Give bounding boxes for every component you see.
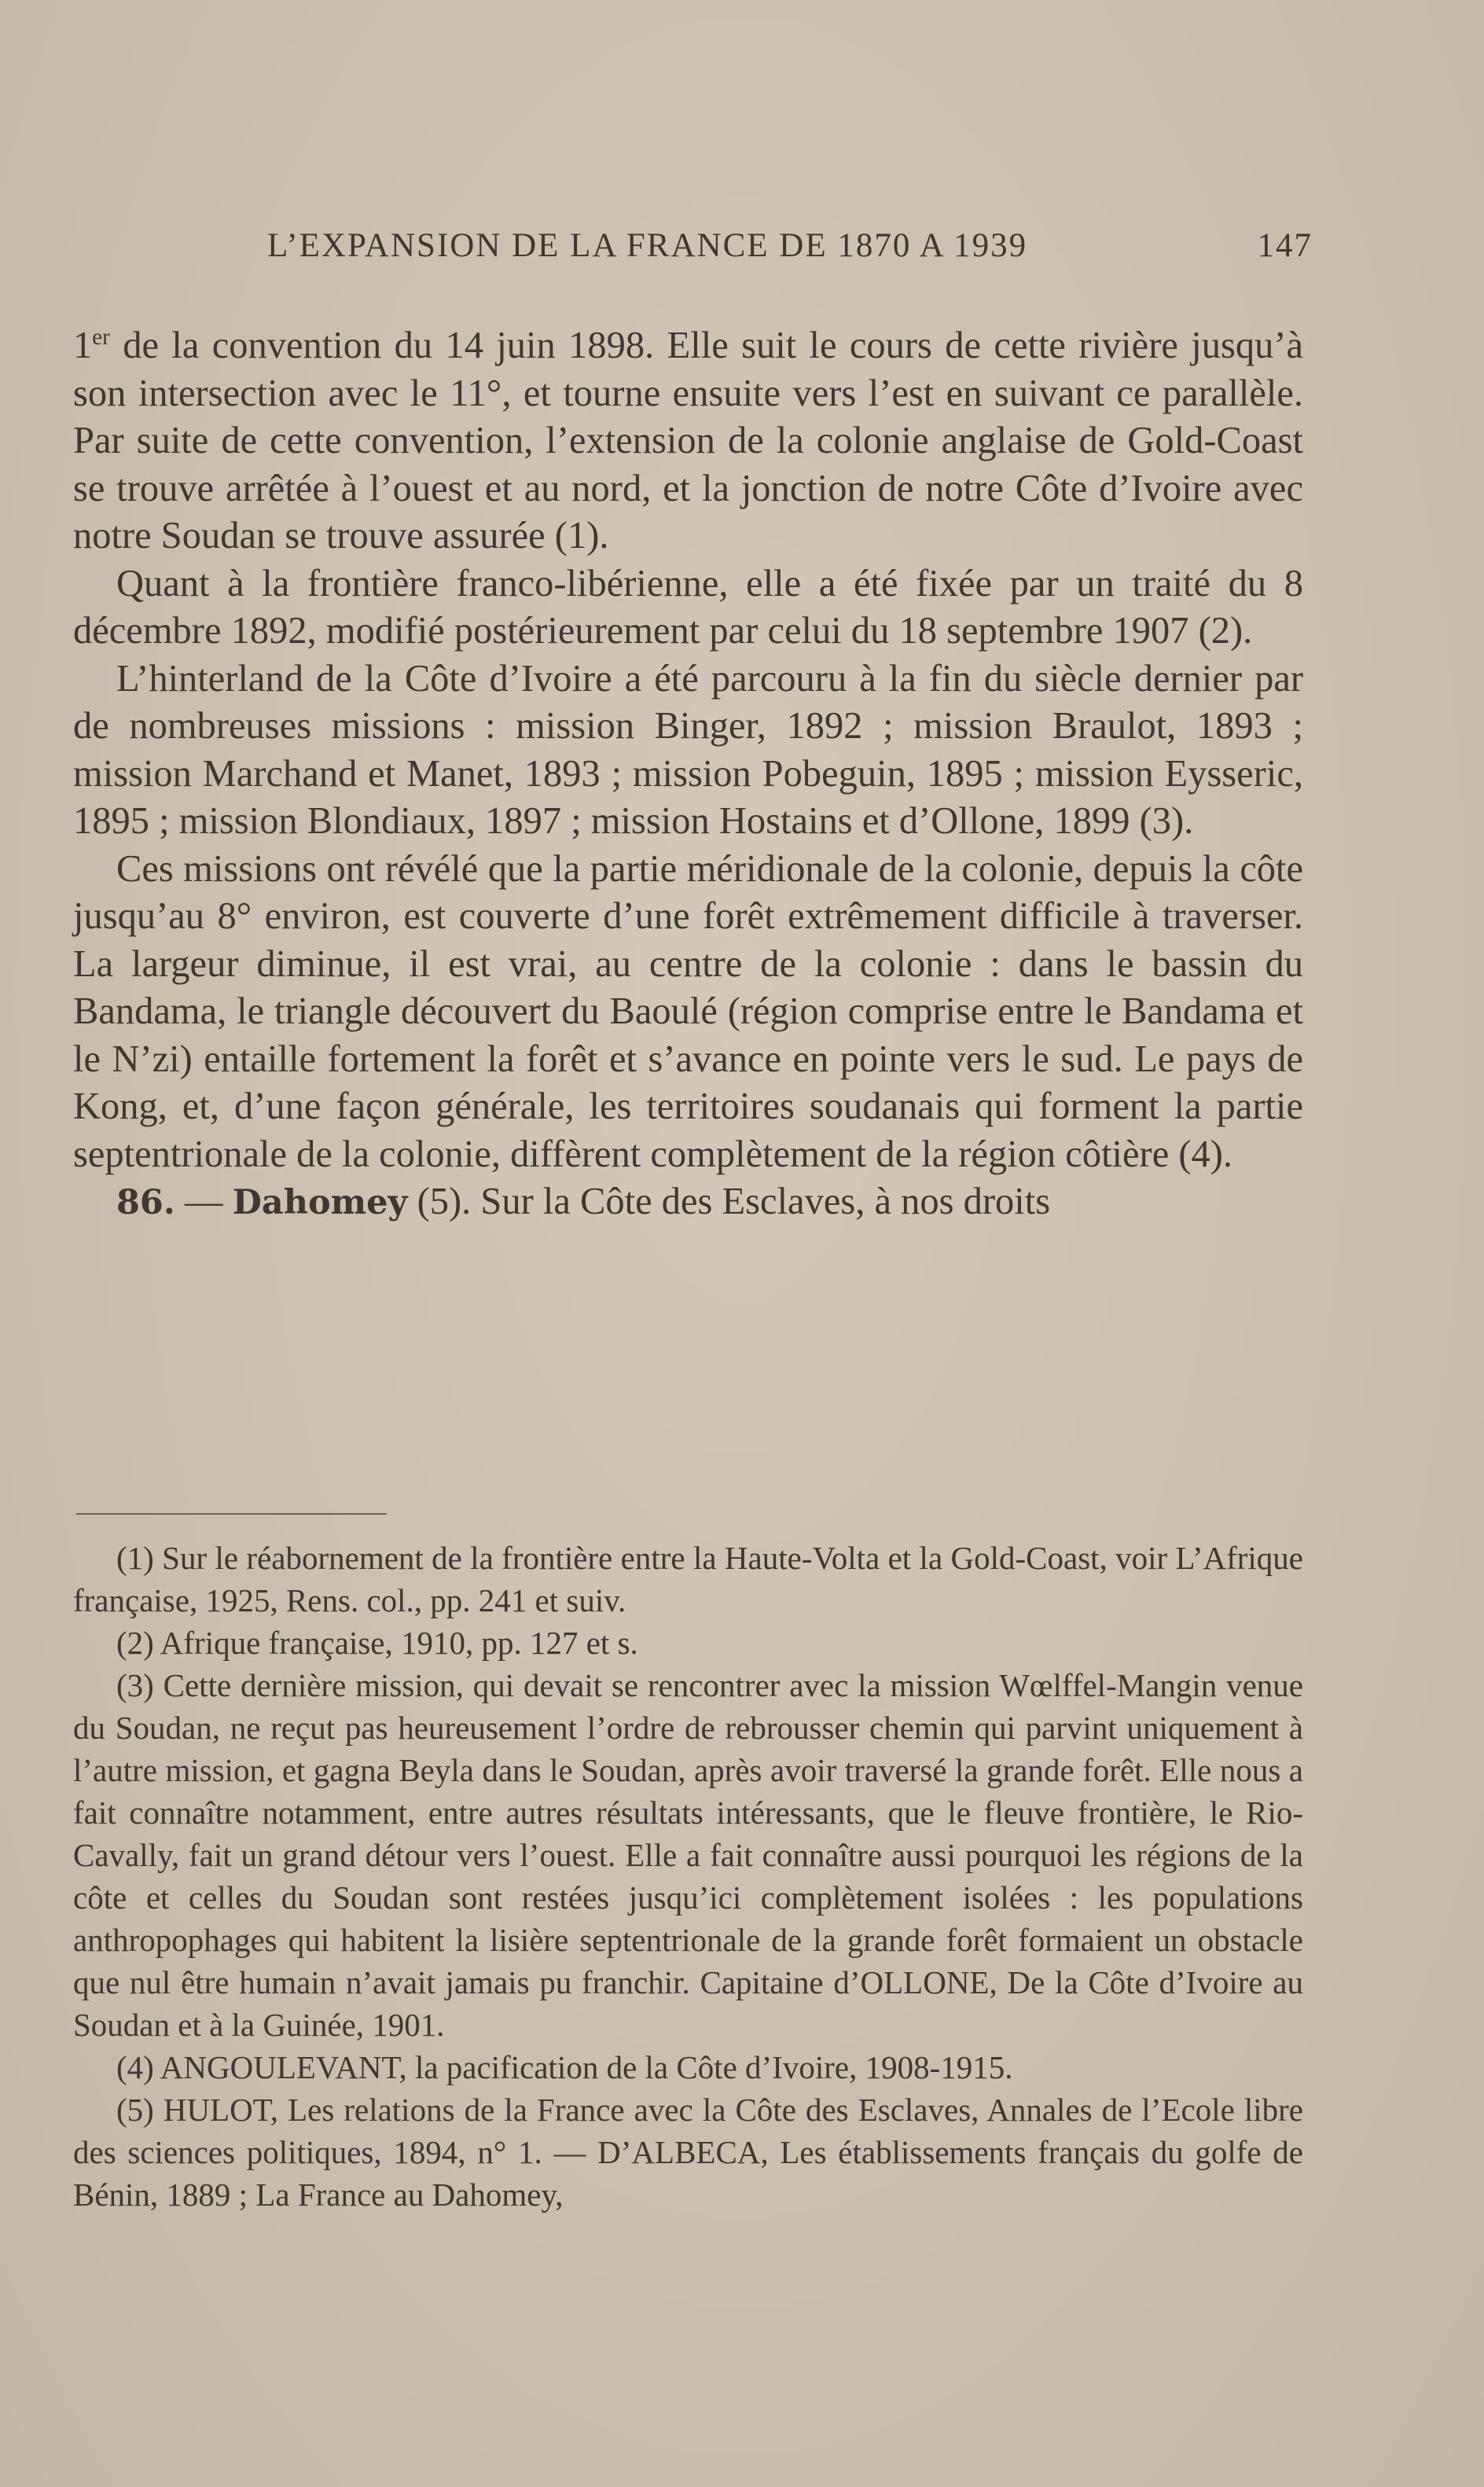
paragraph-3: L’hinterland de la Côte d’Ivoire a été parcouru à la fin du siècle dernier par de nombreuses missions : mission Binger, 1892 ; mission Braulot, 1893 ; mission Marchand et Manet, 1893 ; mission Pobeguin, 1895 ; mission Eysseric, 1895 ; mission Blondiaux, 1897 ; mission Hostains et d’Ollone, 1899 (3). — [73, 657, 1303, 842]
section-text: (5). Sur la Côte des Esclaves, à nos droits — [417, 1181, 1051, 1222]
footnote-4: (4) ANGOULEVANT, la pacification de la Côte d’Ivoire, 1908-1915. — [116, 2049, 1013, 2085]
paragraph-2: Quant à la frontière franco-libérienne, elle a été fixée par un traité du 8 décembre 1892, modifié postérieurement par celui du 18 septembre 1907 (2). — [73, 562, 1303, 652]
paragraph-1 — [73, 322, 1303, 560]
section-86-paragraph — [73, 1178, 1303, 1227]
running-header — [267, 226, 1313, 274]
page-number: 147 — [1257, 227, 1313, 264]
paragraph-1-text: de la convention du 14 juin 1898. Elle suit le cours de cette rivière jusqu’à son intersection avec le 11°, et tourne ensuite vers l’est en suivant ce parallèle. Par suite de cette convention, l’extension de la colonie anglaise de Gold-Coast se trouve arrêtée à l’ouest et au nord, et la jonction de notre Côte d’Ivoire avec notre Soudan se trouve assurée (1). — [73, 325, 1304, 557]
footnote-1: (1) Sur le réabornement de la frontière entre la Haute-Volta et la Gold-Coast, voir L’Afrique française, 1925, Rens. col., pp. 241 et suiv. — [73, 1540, 1303, 1618]
footnotes — [73, 1537, 1303, 2216]
paragraph-4: Ces missions ont révélé que la partie méridionale de la colonie, depuis la côte jusqu’au 8° environ, est couverte d’une forêt extrêmement difficile à traverser. La largeur diminue, il est vrai, au centre de la colonie : dans le bassin du Bandama, le triangle découvert du Baoulé (région comprise entre le Bandama et le N’zi) entaille fortement la forêt et s’avance en pointe vers le sud. Le pays de Kong, et, d’une façon générale, les territoires soudanais qui forment la partie septentrionale de la colonie, diffèrent complètement de la région côtière (4). — [73, 847, 1303, 1175]
footnote-5: (5) HULOT, Les relations de la France avec la Côte des Esclaves, Annales de l’Ecole libre des sciences politiques, 1894, n° 1. — D’ALBECA, Les établissements français du golfe de Bénin, 1889 ; La France au Dahomey, — [73, 2092, 1303, 2213]
running-title: L’EXPANSION DE LA FRANCE DE 1870 A 1939 — [267, 227, 1028, 264]
paragraph-1-prefix-sup: er — [92, 324, 110, 350]
paragraph-1-prefix: 1 — [73, 325, 93, 366]
footnote-2: (2) Afrique française, 1910, pp. 127 et s. — [116, 1625, 638, 1661]
section-dash: — — [184, 1181, 223, 1222]
footnote-3: (3) Cette dernière mission, qui devait se rencontrer avec la mission Wœlffel-Mangin venue du Soudan, ne reçut pas heureusement l’ordre de rebrousser chemin qui parvint uniquement à l’autre mission, et gagna Beyla dans le Soudan, après avoir traversé la grande forêt. Elle nous a fait connaître notamment, entre autres résultats intéressants, que le fleuve frontière, le Rio-Cavally, fait un grand détour vers l’ouest. Elle a fait connaître aussi pourquoi les régions de la côte et celles du Soudan sont restées jusqu’ici complètement isolées : les populations anthropophages qui habitent la lisière septentrionale de la grande forêt formaient un obstacle que nul être humain n’avait jamais pu franchir. Capitaine d’OLLONE, De la Côte d’Ivoire au Soudan et à la Guinée, 1901. — [73, 1667, 1303, 2043]
section-number: 86. — [116, 1183, 175, 1222]
footnote-divider — [76, 1513, 387, 1515]
body-text — [73, 322, 1303, 1227]
section-title: Dahomey — [232, 1183, 408, 1222]
